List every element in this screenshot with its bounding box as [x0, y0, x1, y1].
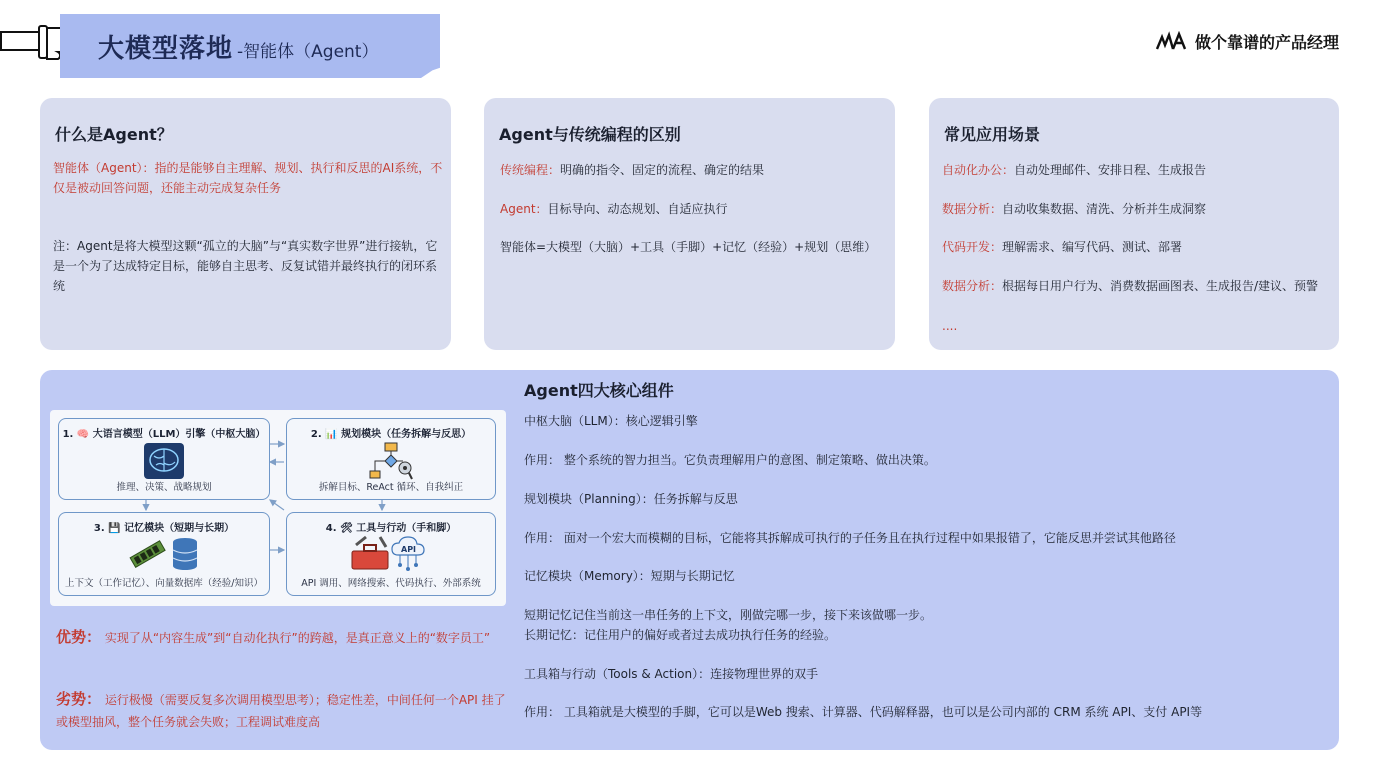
use-case-text: 根据每日用户行为、消费数据画图表、生成报告/建议、预警: [1002, 279, 1319, 293]
agent-row: [500, 199, 728, 219]
card-agent-vs-traditional: [484, 98, 895, 350]
module-planning: [286, 418, 496, 500]
module-title: 2. 📊 规划模块（任务拆解与反思）: [310, 429, 472, 440]
card-title: Agent与传统编程的区别: [499, 125, 681, 144]
pros-label: 优势：: [56, 628, 102, 646]
card-title: 什么是Agent？: [55, 125, 173, 144]
use-case-text: 自动收集数据、清洗、分析并生成洞察: [1002, 202, 1207, 216]
use-case-label: 自动化办公：: [942, 163, 1015, 177]
page-title-main: 大模型落地: [98, 34, 234, 64]
use-case-item: [942, 237, 1182, 257]
cons-text: 运行极慢（需要反复多次调用模型思考）；稳定性差，中间任何一个API 挂了或模型抽风，整个任务就会失败；工程调试难度高: [56, 693, 506, 729]
brain-icon: [142, 441, 186, 481]
traditional-label: 传统编程：: [500, 163, 561, 177]
pros-text: 实现了从“内容生成”到“自动化执行”的跨越，是真正意义上的“数字员工”: [104, 631, 491, 645]
flowchart-icon: [368, 441, 414, 481]
api-label: API: [401, 545, 417, 554]
component-line: 作用： 面对一个宏大而模糊的目标，它能将其拆解成可执行的子任务且在执行过程中如果报错了，它能反思并尝试其他路径: [524, 531, 1176, 545]
use-case-item: [942, 199, 1206, 219]
card-use-cases: [929, 98, 1339, 350]
use-case-label: 代码开发：: [942, 240, 1003, 254]
traditional-text: 明确的指令、固定的流程、确定的结果: [560, 163, 765, 177]
module-title: 4. 🛠 工具与行动（手和脚）: [325, 523, 457, 534]
agent-text: 目标导向、动态规划、自适应执行: [547, 202, 728, 216]
component-line: 长期记忆：记住用户的偏好或者过去成功执行任务的经验。: [524, 628, 837, 642]
agent-label: Agent：: [500, 202, 548, 216]
agent-definition: 智能体（Agent）：指的是能够自主理解、规划、执行和反思的AI系统，不仅是被动回答问题，还能主动完成复杂任务: [53, 161, 443, 195]
cons-section: [56, 688, 506, 733]
module-tools: [286, 512, 496, 596]
component-line: 作用： 工具箱就是大模型的手脚，它可以是Web 搜索、计算器、代码解释器，也可以是公司内部的 CRM 系统 API、支付 API等: [524, 705, 1203, 719]
use-case-text: 理解需求、编写代码、测试、部署: [1002, 240, 1183, 254]
use-case-ellipsis: ....: [942, 319, 958, 333]
use-case-text: 自动处理邮件、安排日程、生成报告: [1014, 163, 1207, 177]
module-title: 3. 💾 记忆模块（短期与长期）: [93, 523, 235, 534]
module-desc: 上下文（工作记忆）、向量数据库（经验/知识）: [65, 578, 263, 589]
card-what-is-agent: [40, 98, 451, 350]
module-llm: [58, 418, 270, 500]
page-title-sub: -智能体（Agent）: [237, 42, 379, 62]
page-title: [98, 28, 378, 66]
use-case-item: [942, 160, 1206, 180]
cons-label: 劣势：: [56, 690, 102, 708]
module-desc: API 调用、网络搜索、代码执行、外部系统: [301, 578, 481, 589]
component-line: 中枢大脑（LLM）：核心逻辑引擎: [524, 414, 698, 428]
agent-formula: 智能体=大模型（大脑）+工具（手脚）+记忆（经验）+规划（思维）: [500, 240, 877, 254]
brand-name: 做个靠谱的产品经理: [1194, 32, 1339, 52]
ram-and-database-icon: [129, 535, 199, 573]
module-desc: 推理、决策、战略规划: [116, 482, 212, 493]
toolbox-and-api-icon: [350, 535, 432, 573]
component-line: 工具箱与行动（Tools & Action）：连接物理世界的双手: [524, 667, 819, 681]
traditional-row: [500, 160, 764, 180]
brand: [1155, 28, 1339, 54]
use-case-item: [942, 276, 1327, 296]
module-memory: [58, 512, 270, 596]
card-title: 常见应用场景: [944, 125, 1041, 144]
component-line: 规划模块（Planning）：任务拆解与反思: [524, 492, 738, 506]
component-line: 作用： 整个系统的智力担当。它负责理解用户的意图、制定策略、做出决策。: [524, 453, 936, 467]
agent-note: 注：Agent是将大模型这颗“孤立的大脑”与“真实数字世界”进行接轨，它是一个为了达成特定目标，能够自主思考、反复试错并最终执行的闭环系统: [53, 239, 438, 293]
use-case-label: 数据分析：: [942, 202, 1003, 216]
pros-section: [56, 626, 506, 649]
brand-logo-icon: [1155, 31, 1187, 51]
module-desc: 拆解目标、ReAct 循环、自我纠正: [318, 482, 464, 493]
component-line: 记忆模块（Memory）：短期与长期记忆: [524, 569, 735, 583]
architecture-diagram: [50, 410, 506, 606]
module-title: 1. 🧠 大语言模型（LLM）引擎（中枢大脑）: [62, 429, 266, 440]
component-line: 短期记忆记住当前这一串任务的上下文，刚做完哪一步，接下来该做哪一步。: [524, 608, 933, 622]
components-title: Agent四大核心组件: [524, 381, 674, 400]
use-case-label: 数据分析：: [942, 279, 1003, 293]
